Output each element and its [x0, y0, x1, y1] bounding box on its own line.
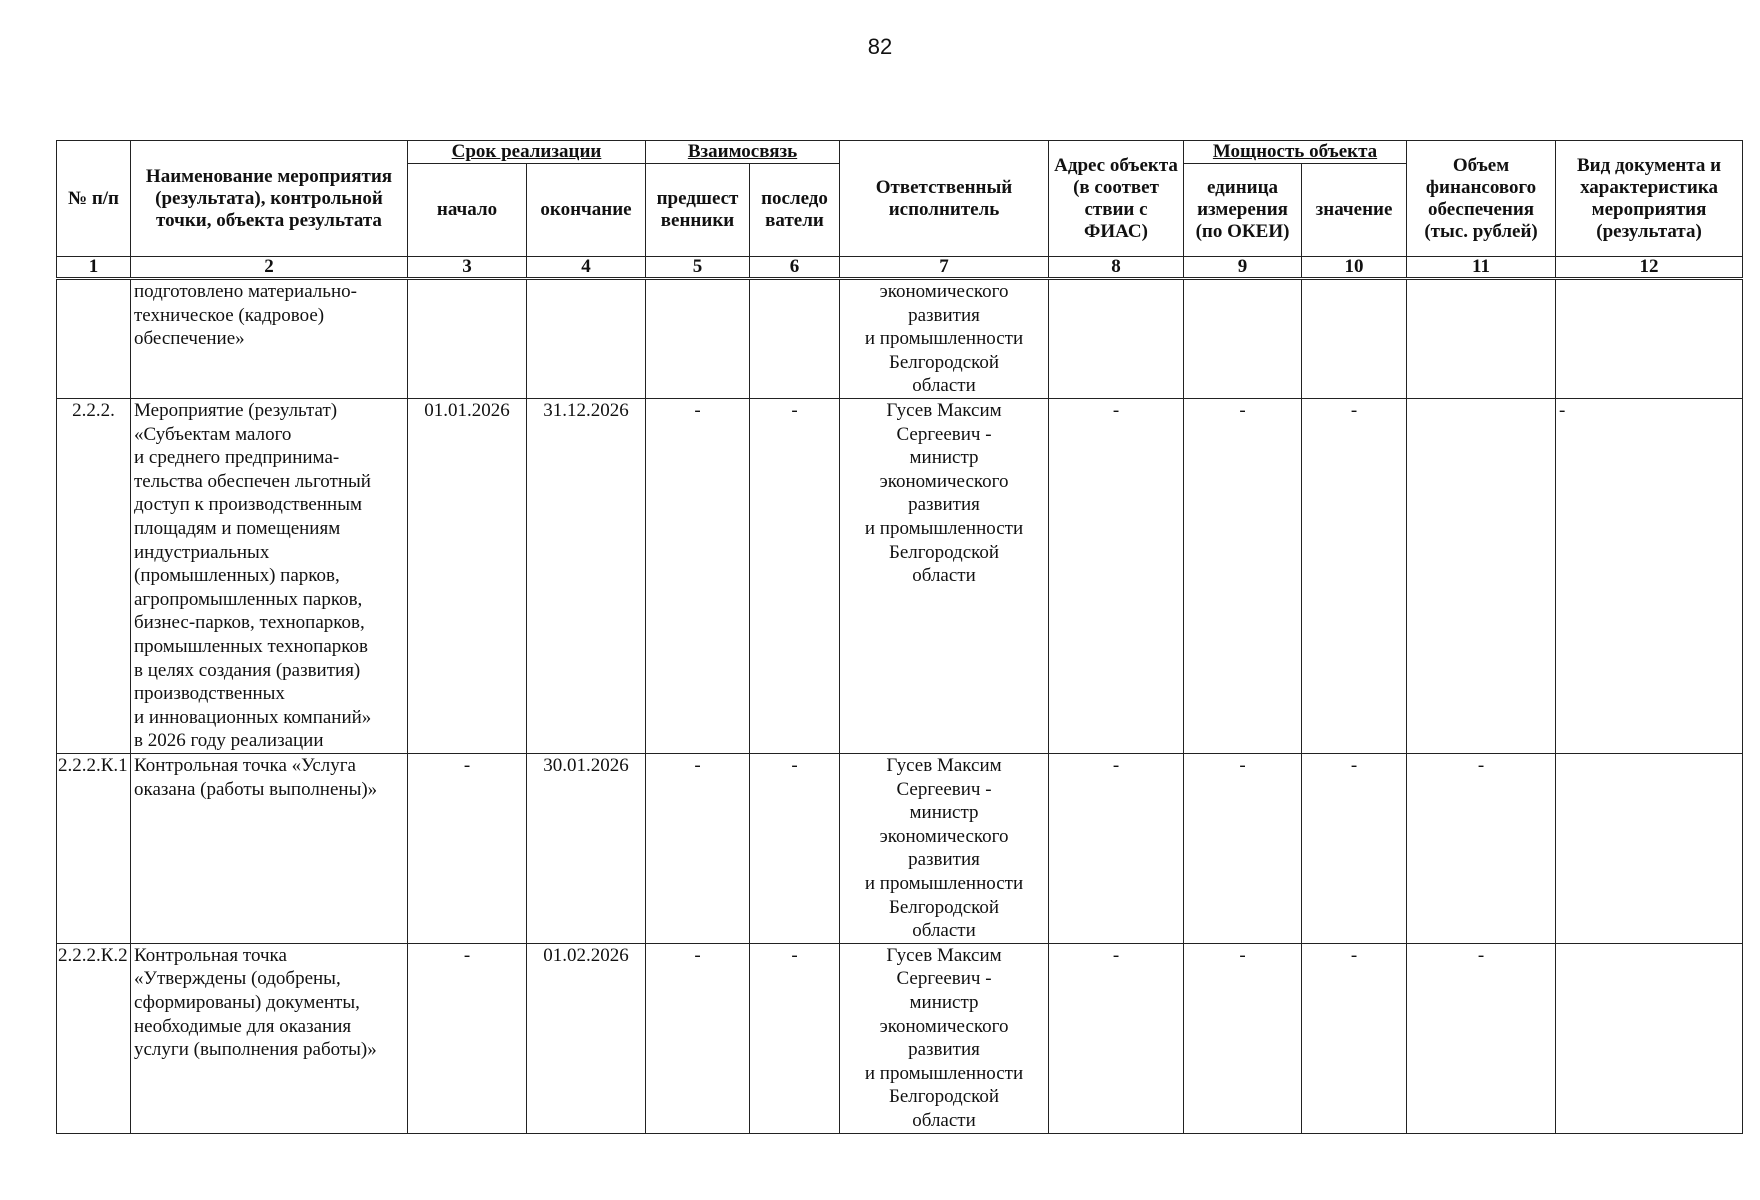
- row-start: [408, 279, 527, 399]
- row-name: Контрольная точка «Услуга оказана (работы выполнены)»: [131, 754, 408, 944]
- row-funding: [1407, 279, 1556, 399]
- header-link-group: Взаимосвязь: [646, 141, 840, 164]
- header-link-prev: предшест венники: [646, 164, 750, 257]
- row-unit: [1184, 279, 1302, 399]
- header-term-end: окончание: [527, 164, 646, 257]
- header-term-group: Срок реализации: [408, 141, 646, 164]
- row-unit: -: [1184, 754, 1302, 944]
- row-value: -: [1302, 943, 1407, 1133]
- row-prev: -: [646, 754, 750, 944]
- table-row: [57, 943, 1743, 1133]
- row-next: -: [750, 399, 840, 754]
- header-address: Адрес объекта (в соответ ствии с ФИАС): [1049, 141, 1184, 257]
- column-number: 3: [408, 257, 527, 279]
- column-number: 6: [750, 257, 840, 279]
- column-number: 8: [1049, 257, 1184, 279]
- row-address: [1049, 279, 1184, 399]
- row-address: -: [1049, 754, 1184, 944]
- row-doc: [1556, 754, 1743, 944]
- header-number: № п/п: [57, 141, 131, 257]
- row-number: 2.2.2.К.1: [57, 754, 131, 944]
- row-number: 2.2.2.К.2: [57, 943, 131, 1133]
- row-doc: [1556, 943, 1743, 1133]
- column-number: 7: [840, 257, 1049, 279]
- row-prev: [646, 279, 750, 399]
- header-term-start: начало: [408, 164, 527, 257]
- row-start: 01.01.2026: [408, 399, 527, 754]
- row-unit: -: [1184, 943, 1302, 1133]
- row-next: [750, 279, 840, 399]
- header-doc-type: Вид документа и характеристика мероприятия (результата): [1556, 141, 1743, 257]
- row-doc: [1556, 279, 1743, 399]
- column-number: 9: [1184, 257, 1302, 279]
- row-responsible: Гусев Максим Сергеевич - министр экономического развития и промышленности Белгородской области: [840, 943, 1049, 1133]
- row-responsible: экономического развития и промышленности Белгородской области: [840, 279, 1049, 399]
- row-value: -: [1302, 754, 1407, 944]
- column-number-row: [57, 257, 1743, 279]
- row-responsible: Гусев Максим Сергеевич - министр экономического развития и промышленности Белгородской области: [840, 754, 1049, 944]
- column-number: 4: [527, 257, 646, 279]
- page-number: 82: [867, 34, 893, 59]
- header-capacity-value: значение: [1302, 164, 1407, 257]
- row-end: 31.12.2026: [527, 399, 646, 754]
- column-number: 1: [57, 257, 131, 279]
- table-row: [57, 279, 1743, 399]
- table-row: [57, 754, 1743, 944]
- row-number: [57, 279, 131, 399]
- row-responsible: Гусев Максим Сергеевич - министр экономического развития и промышленности Белгородской области: [840, 399, 1049, 754]
- row-end: 01.02.2026: [527, 943, 646, 1133]
- row-value: [1302, 279, 1407, 399]
- row-prev: -: [646, 943, 750, 1133]
- row-name: Контрольная точка «Утверждены (одобрены, сформированы) документы, необходимые для оказания услуги (выполнения работы)»: [131, 943, 408, 1133]
- plan-table: [56, 140, 1743, 1134]
- table-row: [57, 399, 1743, 754]
- row-next: -: [750, 943, 840, 1133]
- row-prev: -: [646, 399, 750, 754]
- row-end: [527, 279, 646, 399]
- header-funding: Объем финансового обеспечения (тыс. рублей): [1407, 141, 1556, 257]
- column-number: 12: [1556, 257, 1743, 279]
- row-end: 30.01.2026: [527, 754, 646, 944]
- column-number: 2: [131, 257, 408, 279]
- row-next: -: [750, 754, 840, 944]
- row-funding: [1407, 399, 1556, 754]
- row-address: -: [1049, 399, 1184, 754]
- column-number: 5: [646, 257, 750, 279]
- header-responsible: Ответственный исполнитель: [840, 141, 1049, 257]
- row-unit: -: [1184, 399, 1302, 754]
- header-capacity-unit: единица измерения (по ОКЕИ): [1184, 164, 1302, 257]
- header-name: Наименование мероприятия (результата), контрольной точки, объекта результата: [131, 141, 408, 257]
- header-link-next: последо ватели: [750, 164, 840, 257]
- column-number: 10: [1302, 257, 1407, 279]
- row-funding: -: [1407, 754, 1556, 944]
- row-name: подготовлено материально- техническое (кадровое) обеспечение»: [131, 279, 408, 399]
- row-value: -: [1302, 399, 1407, 754]
- row-start: -: [408, 754, 527, 944]
- header-capacity-group: Мощность объекта: [1184, 141, 1407, 164]
- row-address: -: [1049, 943, 1184, 1133]
- column-number: 11: [1407, 257, 1556, 279]
- row-start: -: [408, 943, 527, 1133]
- row-number: 2.2.2.: [57, 399, 131, 754]
- row-doc: -: [1556, 399, 1743, 754]
- row-funding: -: [1407, 943, 1556, 1133]
- row-name: Мероприятие (результат) «Субъектам малого и среднего предпринима- тельства обеспечен льготный доступ к производственным площадям и помещениям индустриальных (промышленных) парков, агропромышленных парков, бизнес-парков, технопарков, промышленных технопарков в целях создания (развития) производственных и инновационных компаний» в 2026 году реализации: [131, 399, 408, 754]
